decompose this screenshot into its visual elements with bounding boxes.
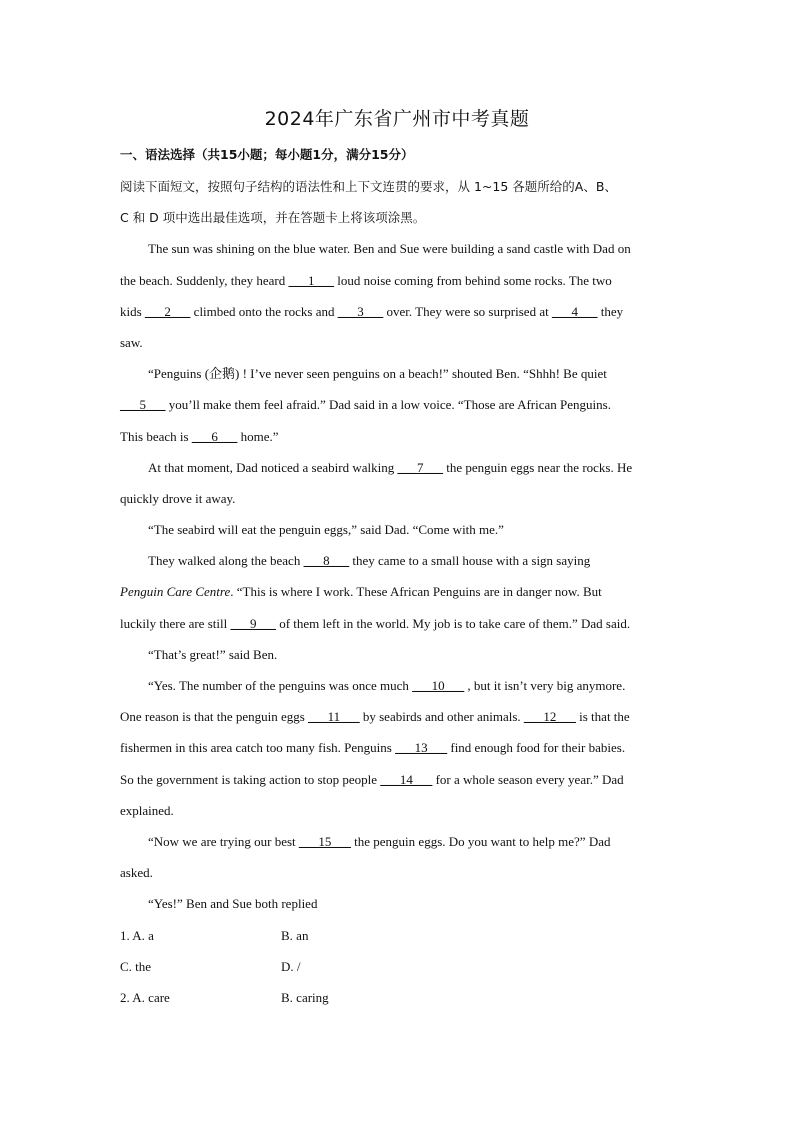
passage-line: “Penguins (企鹅) ! I’ve never seen penguins on a beach!” shouted Ben. “Shhh! Be quiet xyxy=(148,366,607,382)
passage-line: luckily there are still ___9___ of them left in the world. My job is to take care of them.” Dad said. xyxy=(120,615,631,631)
option-b: B. an xyxy=(281,927,309,943)
passage-line: At that moment, Dad noticed a seabird walking ___7___ the penguin eggs near the rocks. He xyxy=(148,459,633,475)
passage-line: They walked along the beach ___8___ they came to a small house with a sign saying xyxy=(148,553,591,569)
passage-line: “Now we are trying our best ___15___ the penguin eggs. Do you want to help me?” Dad xyxy=(148,833,611,849)
sign-text: Penguin Care Centre xyxy=(120,584,231,600)
option-row xyxy=(120,982,676,1013)
instruction-line: 阅读下面短文，按照句子结构的语法性和上下文连贯的要求，从 1~15 各题所给的A、B、 xyxy=(120,179,617,194)
blank-10: ___10___ xyxy=(412,678,465,693)
passage-line: fishermen in this area catch too many fish. Penguins ___13___ find enough food for their babies. xyxy=(120,740,626,756)
passage-line: Penguin Care Centre. “This is where I work. These African Penguins are in danger now. But xyxy=(120,584,602,600)
blank-7: ___7___ xyxy=(397,459,443,475)
passage-line: ___5___ you’ll make them feel afraid.” Dad said in a low voice. “Those are African Penguins. xyxy=(120,397,611,413)
blank-12: ___12___ xyxy=(523,709,576,725)
section-heading: 一、语法选择（共15小题；每小题1分，满分15分） xyxy=(120,147,414,162)
instruction-line: C 和 D 项中选出最佳选项，并在答题卡上将该项涂黑。 xyxy=(120,210,426,226)
passage-line: quickly drove it away. xyxy=(120,490,236,506)
option-d: D. / xyxy=(281,958,301,974)
passage-line: the beach. Suddenly, they heard ___1___ loud noise coming from behind some rocks. The two xyxy=(120,272,612,288)
passage-line: So the government is taking action to stop people ___14___ for a whole season every year.” Dad xyxy=(120,771,624,787)
passage-line: asked. xyxy=(120,865,153,881)
blank-14: ___14___ xyxy=(380,771,433,787)
blank-11: ___11___ xyxy=(308,709,360,725)
passage-line: One reason is that the penguin eggs ___11___ by seabirds and other animals. ___12___ is that the xyxy=(120,709,630,725)
page-title: 2024年广东省广州市中考真题 xyxy=(264,108,530,130)
blank-15: ___15___ xyxy=(298,833,351,849)
passage-line: “That’s great!” said Ben. xyxy=(148,646,278,662)
passage-line: explained. xyxy=(120,802,174,818)
passage-line: “Yes. The number of the penguins was once much ___10___ , but it isn’t very big anymore. xyxy=(148,678,626,693)
passage-content xyxy=(120,171,676,1013)
passage-line: “Yes!” Ben and Sue both replied xyxy=(148,896,318,912)
blank-13: ___13___ xyxy=(395,740,448,756)
blank-4: ___4___ xyxy=(551,303,598,319)
passage-line: “The seabird will eat the penguin eggs,” said Dad. “Come with me.” xyxy=(148,522,504,538)
option-c: C. the xyxy=(120,958,152,974)
blank-2: ___2___ xyxy=(144,303,191,319)
blank-6: ___6___ xyxy=(191,428,238,444)
passage-line: saw. xyxy=(120,334,143,350)
option-b: B. caring xyxy=(281,989,329,1005)
option-a: 1. A. a xyxy=(120,927,154,943)
passage-line: The sun was shining on the blue water. Ben and Sue were building a sand castle with Dad on xyxy=(148,241,631,257)
blank-3: ___3___ xyxy=(337,303,384,319)
passage-line: kids ___2___ climbed onto the rocks and ___3___ over. They were so surprised at ___4___ they xyxy=(120,303,624,319)
passage-line: This beach is ___6___ home.” xyxy=(120,428,279,444)
option-row xyxy=(120,951,676,982)
option-row xyxy=(120,920,676,951)
blank-5: ___5___ xyxy=(120,397,166,413)
option-a: 2. A. care xyxy=(120,989,170,1005)
blank-9: ___9___ xyxy=(230,615,276,631)
blank-8: ___8___ xyxy=(303,553,350,569)
blank-1: ___1___ xyxy=(288,272,334,288)
